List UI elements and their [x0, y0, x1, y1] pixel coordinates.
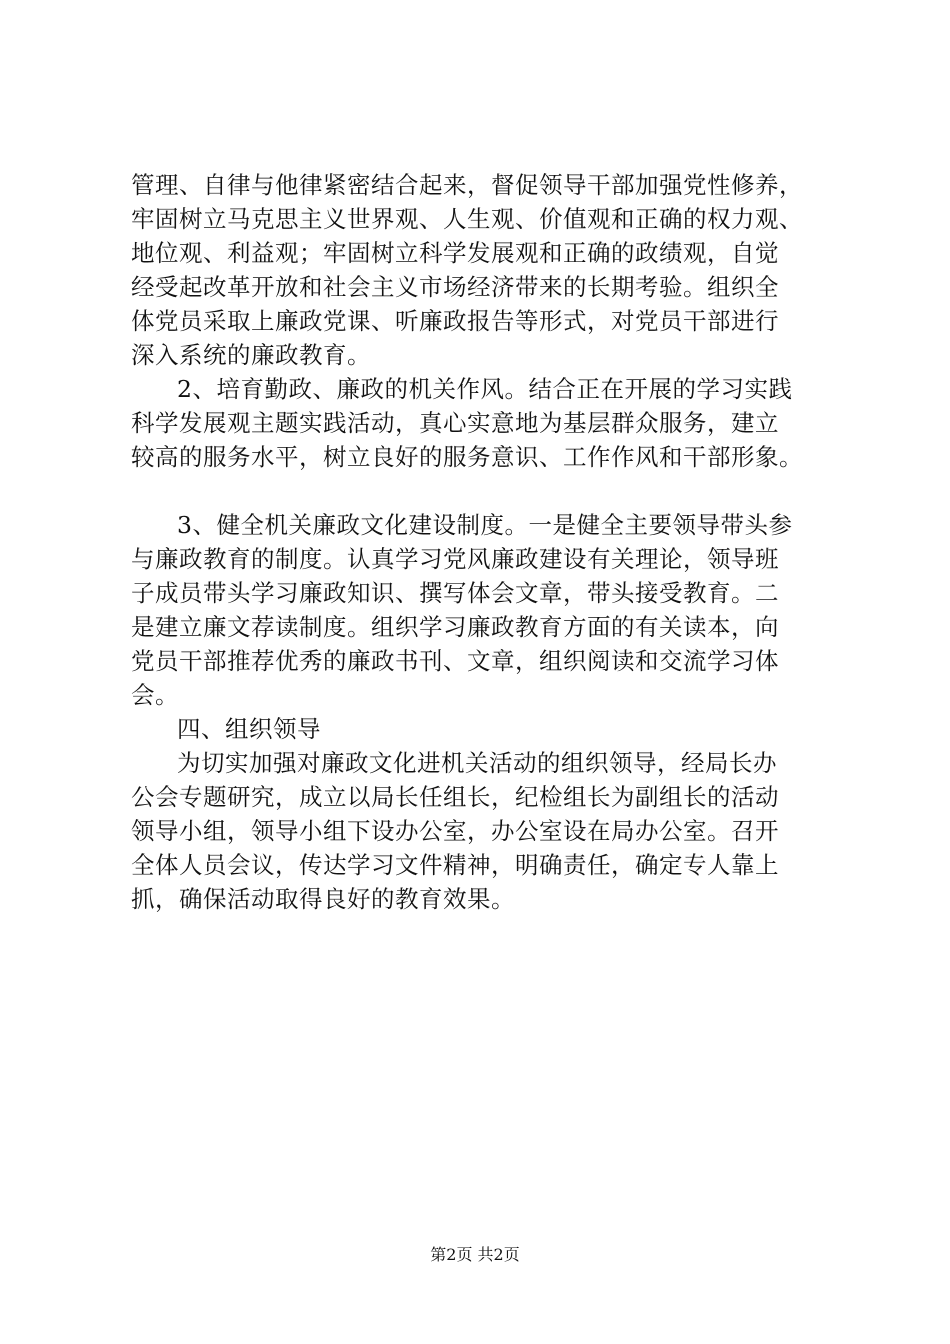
text-line: 经受起改革开放和社会主义市场经济带来的长期考验。组织全: [131, 273, 779, 301]
text-line: 党员干部推荐优秀的廉政书刊、文章，组织阅读和交流学习体: [131, 647, 779, 675]
text-line: 会。: [131, 681, 179, 709]
text-line: 地位观、利益观；牢固树立科学发展观和正确的政绩观，自觉: [131, 239, 779, 267]
text-line: 牢固树立马克思主义世界观、人生观、价值观和正确的权力观、: [131, 205, 803, 233]
text-line: 与廉政教育的制度。认真学习党风廉政建设有关理论，领导班: [131, 545, 779, 573]
section-heading: 四、组织领导: [177, 715, 321, 743]
text-line: 公会专题研究，成立以局长任组长，纪检组长为副组长的活动: [131, 783, 779, 811]
paragraph-start-line: 为切实加强对廉政文化进机关活动的组织领导，经局长办: [177, 749, 777, 777]
text-line: 抓，确保活动取得良好的教育效果。: [131, 885, 515, 913]
text-line: 领导小组，领导小组下设办公室，办公室设在局办公室。召开: [131, 817, 779, 845]
text-line: 子成员带头学习廉政知识、撰写体会文章，带头接受教育。二: [131, 579, 779, 607]
text-line: 较高的服务水平，树立良好的服务意识、工作作风和干部形象。: [131, 443, 803, 471]
text-line: 体党员采取上廉政党课、听廉政报告等形式，对党员干部进行: [131, 307, 779, 335]
paragraph-start-line: 2、培育勤政、廉政的机关作风。结合正在开展的学习实践: [177, 375, 793, 403]
text-line: 科学发展观主题实践活动，真心实意地为基层群众服务，建立: [131, 409, 779, 437]
text-line: 全体人员会议，传达学习文件精神，明确责任，确定专人靠上: [131, 851, 779, 879]
paragraph-start-line: 3、健全机关廉政文化建设制度。一是健全主要领导带头参: [177, 511, 793, 539]
blank-line: [131, 474, 843, 508]
text-line: 深入系统的廉政教育。: [131, 341, 371, 369]
text-line: 管理、自律与他律紧密结合起来，督促领导干部加强党性修养，: [131, 171, 803, 199]
page-number-footer: 第2页 共2页: [430, 1245, 520, 1264]
document-body: [131, 168, 843, 916]
text-line: 是建立廉文荐读制度。组织学习廉政教育方面的有关读本，向: [131, 613, 779, 641]
